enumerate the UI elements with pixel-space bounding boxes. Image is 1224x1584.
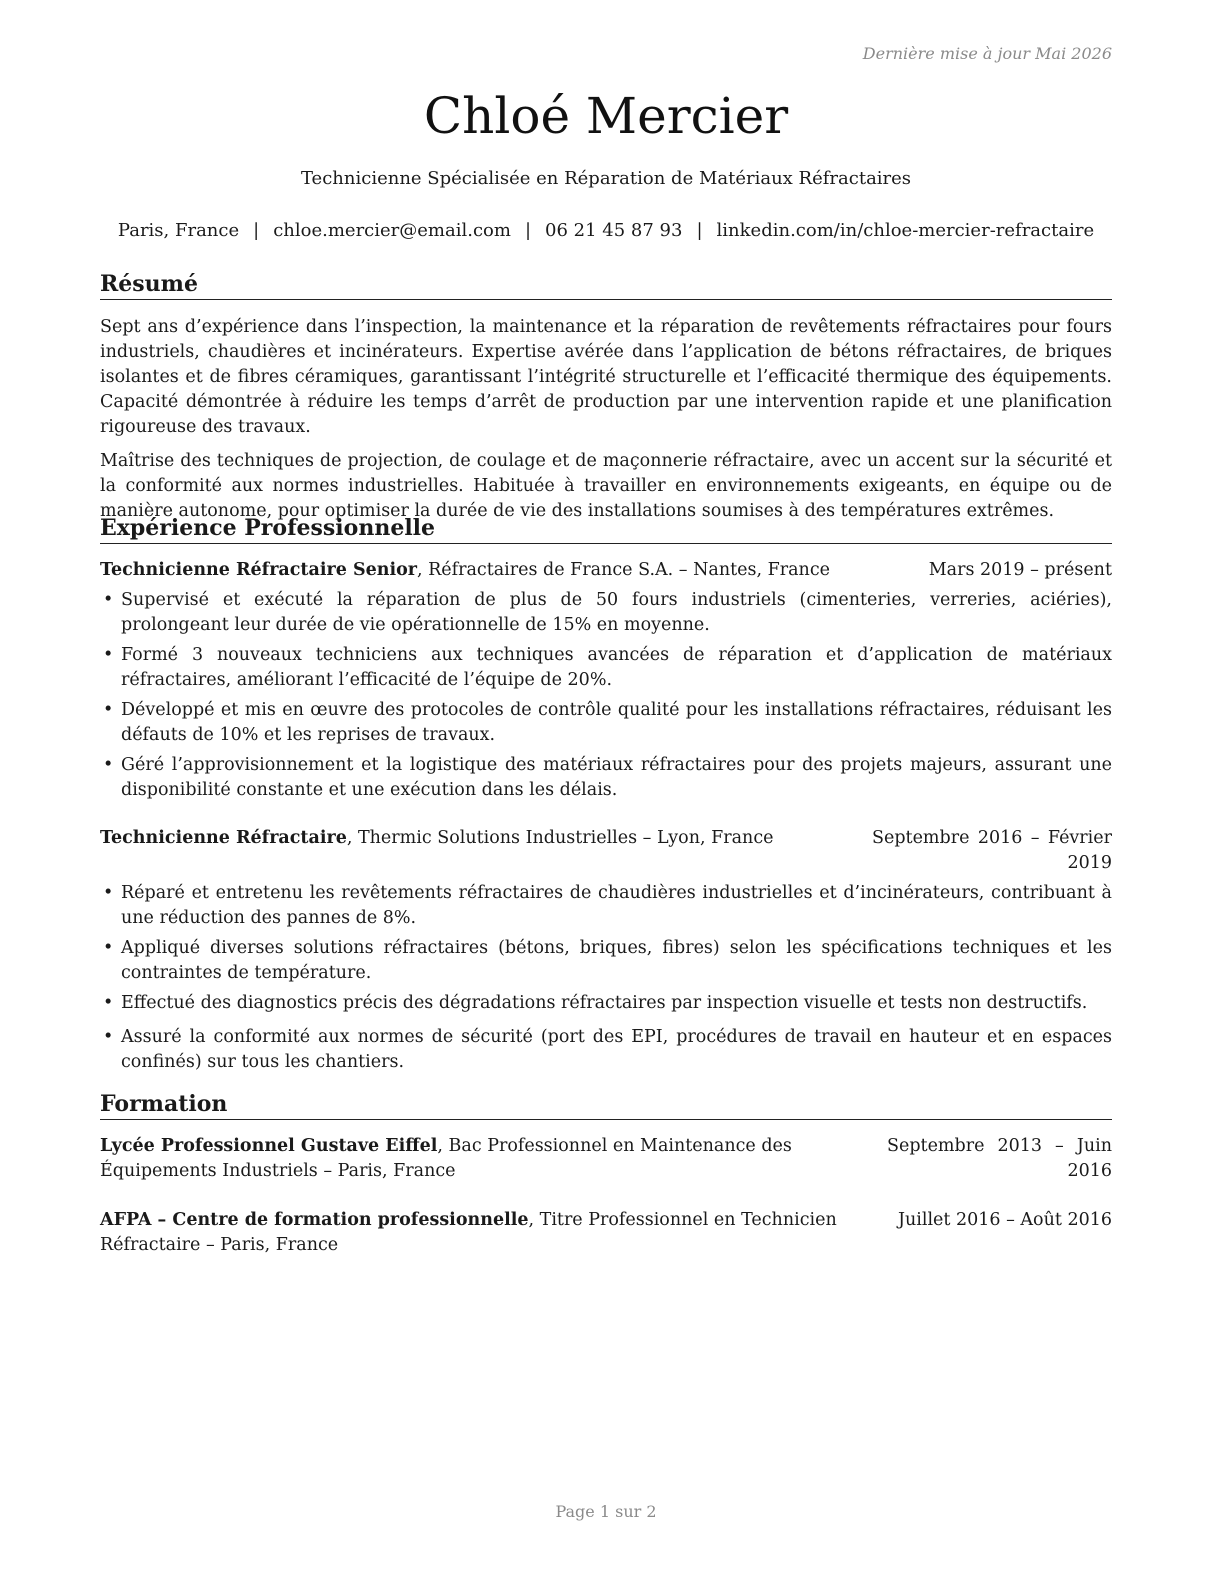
summary-paragraph: Sept ans d’expérience dans l’inspection, la maintenance et la réparation de revêtements réfractaires pour fours industriels, chaudières et incinérateurs. Expertise avérée dans l’application de bétons réfractaires, de briques isolantes et de fibres céramiques, garantissant l’intégrité structurelle et l’efficacité thermique des équipements. Capacité démontrée à réduire les temps d’arrêt de production par une intervention rapide et une planification rigoureuse des travaux.	[100, 317, 1112, 437]
list-item: • Développé et mis en œuvre des protocoles de contrôle qualité pour les installations réfractaires, réduisant les défauts de 10% et les reprises de travaux.	[103, 700, 1112, 745]
job-dates: Mars 2019 – présent	[928, 560, 1112, 580]
job-header	[100, 826, 1112, 876]
resume-page	[100, 0, 1112, 1584]
bullet-icon: •	[103, 590, 114, 610]
summary-paragraph: Maîtrise des techniques de projection, de coulage et de maçonnerie réfractaire, avec un accent sur la sécurité et la conformité aux normes industrielles. Habituée à travailler en environnements exigeants, en équipe ou de manière autonome, pour optimiser la durée de vie des installations soumises à des températures extrêmes.	[100, 451, 1112, 521]
contact-line	[100, 218, 1112, 244]
education-detail: , Bac Professionnel en Maintenance des Équipements Industriels – Paris, France	[100, 1136, 792, 1181]
contact-email[interactable]: chloe.mercier@email.com	[273, 220, 511, 241]
job-company: , Thermic Solutions Industrielles – Lyon, France	[346, 828, 774, 848]
education-entry	[100, 1134, 1112, 1184]
section-title-summary: Résumé	[100, 270, 1112, 300]
list-item: • Formé 3 nouveaux techniciens aux techniques avancées de réparation et d’application de matériaux réfractaires, améliorant l’efficacité de l’équipe de 20%.	[103, 645, 1112, 690]
list-item: • Géré l’approvisionnement et la logistique des matériaux réfractaires pour des projets majeurs, assurant une disponibilité constante et une exécution dans les délais.	[103, 755, 1112, 800]
job-bullets	[100, 588, 1112, 803]
candidate-name: Chloé Mercier	[423, 87, 789, 145]
education-dates: Juillet 2016 – Août 2016	[897, 1210, 1112, 1230]
job-dates: Septembre 2016 – Février 2019	[872, 828, 1112, 873]
contact-linkedin[interactable]: linkedin.com/in/chloe-mercier-refractaire	[716, 220, 1095, 241]
bullet-icon: •	[103, 645, 114, 665]
summary-section	[100, 270, 1112, 524]
contact-separator: |	[253, 220, 260, 241]
list-item: • Appliqué diverses solutions réfractaires (bétons, briques, fibres) selon les spécifications techniques et les contraintes de température.	[103, 938, 1112, 983]
bullet-icon: •	[103, 938, 114, 958]
job-entry	[100, 558, 1112, 803]
contact-separator: |	[696, 220, 703, 241]
job-header	[100, 558, 1112, 583]
job-entry	[100, 826, 1112, 1075]
education-school: AFPA – Centre de formation professionnelle	[100, 1210, 529, 1230]
bullet-icon: •	[103, 755, 114, 775]
job-role: Technicienne Réfractaire	[100, 828, 347, 848]
last-updated: Dernière mise à jour Mai 2026	[862, 44, 1112, 63]
job-bullets	[100, 881, 1112, 1075]
list-item: • Assuré la conformité aux normes de sécurité (port des EPI, procédures de travail en hauteur et en espaces confinés) sur tous les chantiers.	[103, 1027, 1112, 1072]
experience-section	[100, 514, 1112, 1075]
education-entry	[100, 1208, 1112, 1258]
education-section	[100, 1090, 1112, 1258]
contact-phone: 06 21 45 87 93	[545, 220, 683, 241]
bullet-icon: •	[103, 883, 114, 903]
job-role: Technicienne Réfractaire Senior	[100, 560, 417, 580]
page-number: Page 1 sur 2	[555, 1502, 657, 1521]
bullet-icon: •	[103, 1027, 114, 1047]
contact-location: Paris, France	[117, 220, 240, 241]
education-dates: Septembre 2013 – Juin 2016	[887, 1136, 1112, 1181]
bullet-icon: •	[103, 993, 114, 1013]
list-item: • Effectué des diagnostics précis des dégradations réfractaires par inspection visuelle et tests non destructifs.	[100, 991, 1112, 1016]
bullet-icon: •	[103, 700, 114, 720]
education-school: Lycée Professionnel Gustave Eiffel	[100, 1136, 438, 1156]
list-item: • Supervisé et exécuté la réparation de plus de 50 fours industriels (cimenteries, verreries, aciéries), prolongeant leur durée de vie opérationnelle de 15% en moyenne.	[103, 590, 1112, 635]
section-title-education: Formation	[100, 1090, 1112, 1120]
list-item: • Réparé et entretenu les revêtements réfractaires de chaudières industrielles et d’incinérateurs, contribuant à une réduction des pannes de 8%.	[103, 883, 1112, 928]
education-detail: , Titre Professionnel en Technicien Réfractaire – Paris, France	[100, 1210, 837, 1255]
section-title-experience: Expérience Professionnelle	[100, 514, 1112, 544]
job-company: , Réfractaires de France S.A. – Nantes, France	[416, 560, 830, 580]
headline: Technicienne Spécialisée en Réparation de Matériaux Réfractaires	[300, 168, 912, 189]
contact-separator: |	[524, 220, 532, 241]
